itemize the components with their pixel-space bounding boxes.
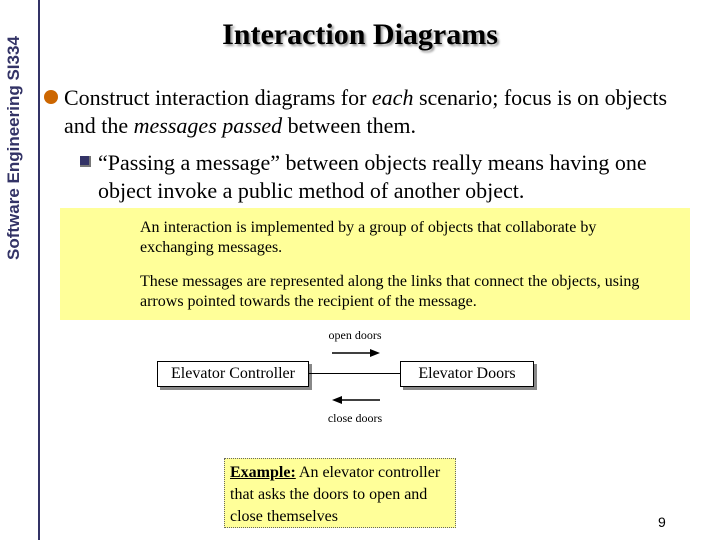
message-label-bottom: close doors [327, 411, 383, 425]
note-paragraph-1: An interaction is implemented by a group of objects that collaborate by exchanging messages. [140, 219, 597, 256]
object-link-line [308, 373, 400, 374]
square-bullet-icon [80, 156, 91, 167]
example-text: An elevator controller that asks the doors to open and close themselves [230, 464, 441, 525]
message-label-top: open doors [328, 328, 382, 342]
slide-title: Interaction Diagrams [222, 18, 498, 51]
bullet-main-text: Construct interaction diagrams for each scenario; focus is on objects and the messages passed between them. [64, 85, 668, 138]
bullet-sub-text: “Passing a message” between objects really means having one object invoke a public method of another object. [98, 150, 647, 203]
note-box [60, 208, 690, 320]
bullet-main [44, 84, 684, 140]
arrow-right-icon [332, 348, 380, 358]
note-paragraph-2: These messages are represented along the links that connect the objects, using arrows pointed towards the recipient of the message. [140, 273, 640, 310]
interaction-diagram [150, 325, 550, 435]
sidebar-course-label: Software Engineering SI334 [4, 36, 23, 260]
sidebar-divider [38, 0, 40, 540]
bullet-sub [80, 149, 700, 205]
example-box [224, 458, 456, 528]
circle-bullet-icon [44, 90, 58, 104]
object-box-right: Elevator Doors [400, 361, 534, 387]
object-box-left: Elevator Controller [157, 361, 309, 387]
arrow-left-icon [332, 395, 380, 405]
example-label: Example: [230, 464, 296, 481]
page-number: 9 [658, 514, 666, 530]
